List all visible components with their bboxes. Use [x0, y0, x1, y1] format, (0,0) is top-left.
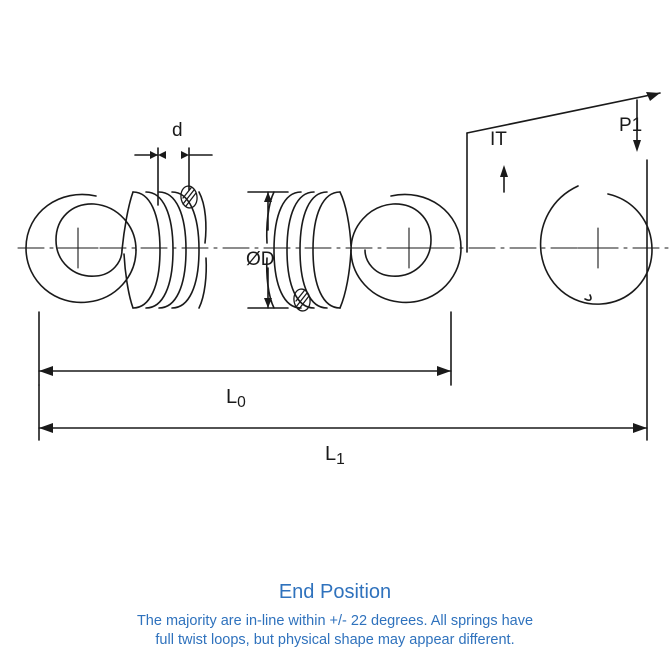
label-extended-length-main: L: [325, 443, 337, 465]
detached-loop-center-mark: [578, 228, 618, 268]
label-extended-length-sub: 1: [336, 450, 345, 468]
detached-open-loop: [541, 186, 652, 304]
left-coil-group: [122, 192, 206, 308]
label-outer-diameter: ØD: [246, 249, 275, 270]
caption-note-line2: full twist loops, but physical shape may appear different.: [155, 632, 515, 648]
label-free-length-main: L: [226, 386, 238, 408]
right-coil-group: [267, 192, 351, 308]
label-free-length-sub: 0: [237, 393, 246, 411]
wire-section-lower-right: [293, 288, 312, 312]
caption-title: End Position: [278, 581, 392, 603]
label-extended-length: [325, 443, 345, 469]
caption-note: [0, 612, 670, 650]
caption-note-line1: The majority are in-line within +/- 22 degrees. All springs have: [136, 613, 534, 629]
label-free-length: [226, 386, 246, 412]
label-wire-diameter: d: [172, 120, 183, 141]
label-initial-tension: IT: [490, 129, 507, 150]
dimension-l0: [39, 312, 451, 385]
label-p1: P1: [619, 115, 643, 136]
